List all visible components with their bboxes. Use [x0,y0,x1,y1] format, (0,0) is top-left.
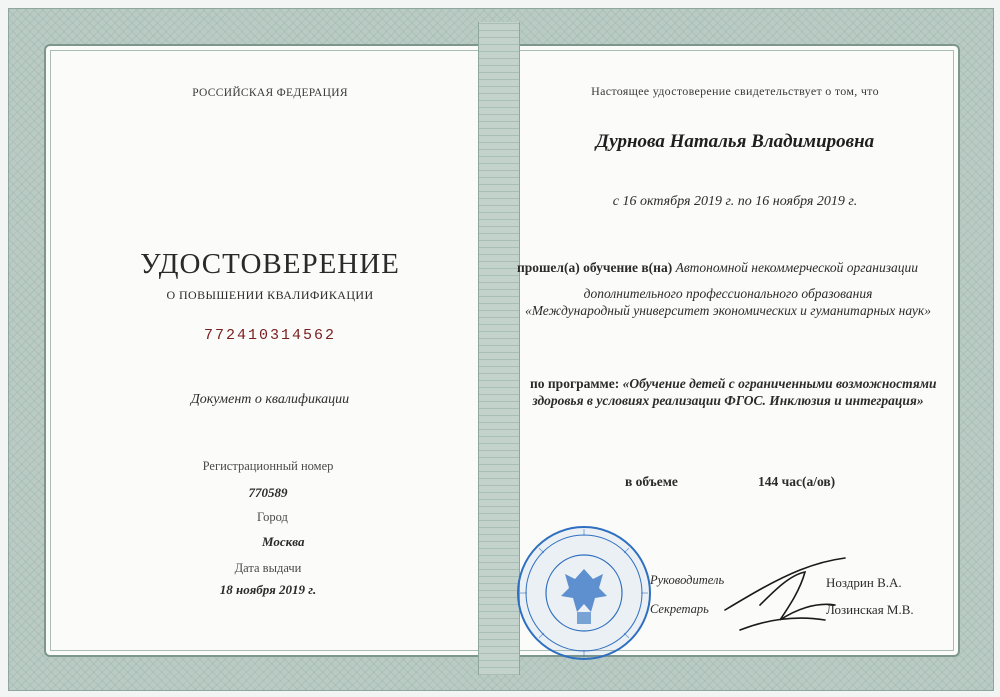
program-name-part-1: «Обучение детей с ограниченными возможностями [622,376,937,391]
document-title: УДОСТОВЕРЕНИЕ [140,248,400,280]
signature-icon [720,550,870,640]
volume-value [758,474,835,490]
city-value: Москва [262,534,305,549]
organization-line-1 [517,260,918,276]
program-name-part-2: здоровья в условиях реализации ФГОС. Инклюзия и интеграция» [532,393,924,408]
volume-hours: 144 [758,474,779,489]
org-name-part-2: дополнительного профессионального образования [583,286,873,301]
training-period: с 16 октября 2019 г. по 16 ноября 2019 г. [612,194,858,209]
issue-date-label: Дата выдачи [234,561,302,575]
volume-label: в объеме [625,474,678,489]
secretary-name: Лозинская М.В. [826,602,914,617]
volume-unit: час(а/ов) [781,474,836,489]
document-type: Документ о квалификации [190,392,350,407]
registration-label: Регистрационный номер [202,459,334,473]
trained-prefix: прошел(а) обучение в(на) [517,260,673,275]
official-stamp-icon [515,524,653,662]
program-line-1 [530,376,936,392]
org-name-part-3: «Международный университет экономических и гуманитарных наук» [525,303,931,318]
org-name-part-1: Автономной некоммерческой организации [675,260,918,275]
issue-date-value: 18 ноября 2019 г. [219,582,317,597]
city-label: Город [257,510,288,524]
registration-value: 770589 [248,485,288,500]
head-name: Ноздрин В.А. [826,575,902,590]
head-label: Руководитель [650,573,725,587]
country-label: РОССИЙСКАЯ ФЕДЕРАЦИЯ [192,87,348,99]
program-prefix: по программе: [530,376,620,391]
recipient-name: Дурнова Наталья Владимировна [595,131,875,152]
document-subtitle: О ПОВЫШЕНИИ КВАЛИФИКАЦИИ [166,288,374,302]
secretary-label: Секретарь [650,602,709,616]
certificate-number: 772410314562 [203,327,337,344]
center-fold-ornament [478,22,520,675]
intro-text: Настоящее удостоверение свидетельствует о том, что [591,84,879,98]
